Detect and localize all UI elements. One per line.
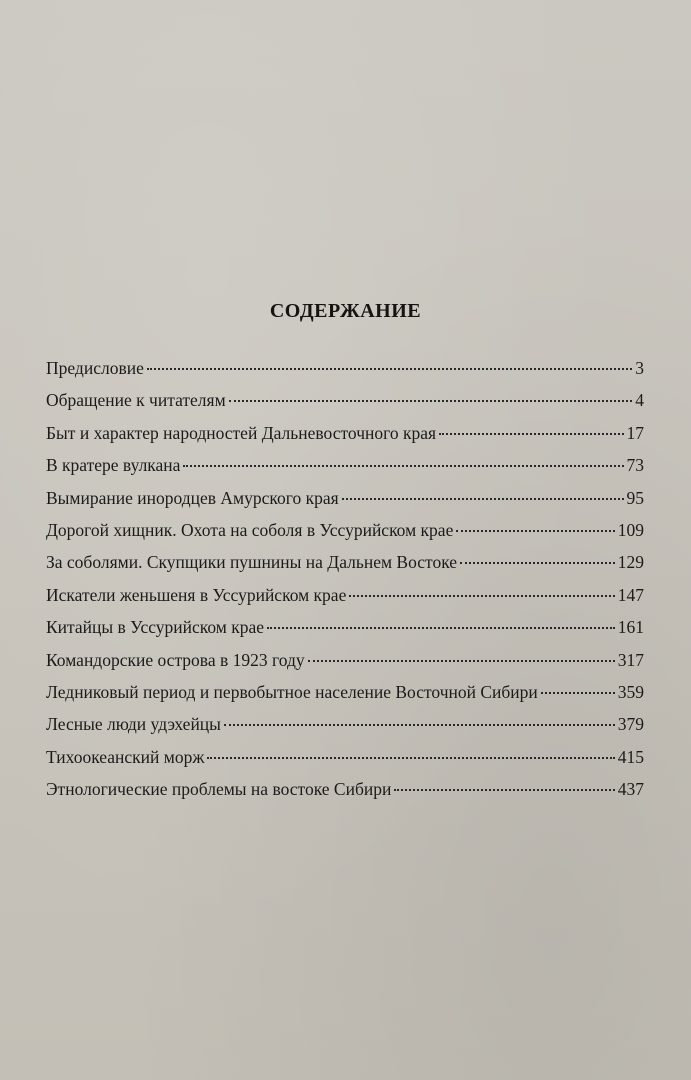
toc-entry (46, 773, 644, 805)
dot-leader (308, 660, 615, 662)
dot-leader (456, 530, 614, 532)
toc-page-number: 379 (617, 714, 644, 735)
toc-entry (46, 579, 644, 611)
dot-leader (439, 433, 623, 435)
toc-entry (46, 546, 644, 578)
dot-leader (147, 368, 632, 370)
toc-page-number: 415 (617, 746, 644, 767)
toc-entry-title: Командорские острова в 1923 году (46, 649, 305, 670)
toc-entry-title: Вымирание инородцев Амурского края (46, 487, 339, 508)
toc-page-number: 161 (617, 617, 644, 638)
toc-entry (46, 384, 644, 416)
dot-leader (460, 562, 615, 564)
toc-entry (46, 741, 644, 773)
toc-entry (46, 644, 644, 676)
toc-entry-title: Дорогой хищник. Охота на соболя в Уссурийском крае (46, 519, 454, 540)
toc-entry (46, 514, 644, 546)
toc-entry (46, 708, 644, 740)
toc-entry-title: За соболями. Скупщики пушнины на Дальнем Востоке (46, 552, 458, 573)
toc-entry-title: Лесные люди удэхейцы (46, 714, 221, 735)
toc-entry-title: Предисловие (46, 358, 144, 378)
dot-leader (394, 789, 614, 791)
toc-entry (46, 417, 644, 449)
dot-leader (541, 692, 615, 694)
dot-leader (183, 465, 623, 467)
toc-page-number: 317 (617, 649, 644, 670)
dot-leader (267, 627, 615, 629)
toc-entry (46, 352, 644, 384)
toc-entry-title: Тихоокеанский морж (46, 746, 205, 767)
toc-entry (46, 676, 644, 708)
toc-page-number: 437 (617, 779, 644, 800)
dot-leader (229, 400, 633, 402)
toc-entry (46, 449, 644, 481)
toc-page-number: 147 (617, 584, 644, 605)
table-of-contents (46, 352, 644, 805)
dot-leader (349, 595, 614, 597)
dot-leader (342, 498, 624, 500)
page-title: СОДЕРЖАНИЕ (269, 300, 422, 322)
toc-entry-title: Китайцы в Уссурийском крае (46, 617, 265, 638)
toc-entry-title: Искатели женьшеня в Уссурийском крае (46, 584, 347, 605)
dot-leader (224, 724, 615, 726)
toc-entry (46, 482, 644, 514)
dot-leader (207, 757, 614, 759)
toc-entry-title: Ледниковый период и первобытное население Восточной Сибири (46, 681, 538, 702)
toc-entry-title: В кратере вулкана (46, 455, 181, 476)
toc-page-number: 17 (626, 422, 644, 443)
toc-page-number: 95 (626, 487, 644, 508)
toc-page-number: 109 (617, 519, 644, 540)
toc-page-number: 4 (635, 390, 644, 411)
toc-entry-title: Обращение к читателям (46, 390, 226, 411)
toc-page-number: 73 (626, 455, 644, 476)
toc-entry-title: Быт и характер народностей Дальневосточного края (46, 422, 437, 443)
toc-page-number: 129 (617, 552, 644, 573)
toc-page-number: 359 (617, 681, 644, 702)
toc-page-number: 3 (635, 358, 644, 378)
toc-entry (46, 611, 644, 643)
toc-entry-title: Этнологические проблемы на востоке Сибири (46, 779, 392, 800)
